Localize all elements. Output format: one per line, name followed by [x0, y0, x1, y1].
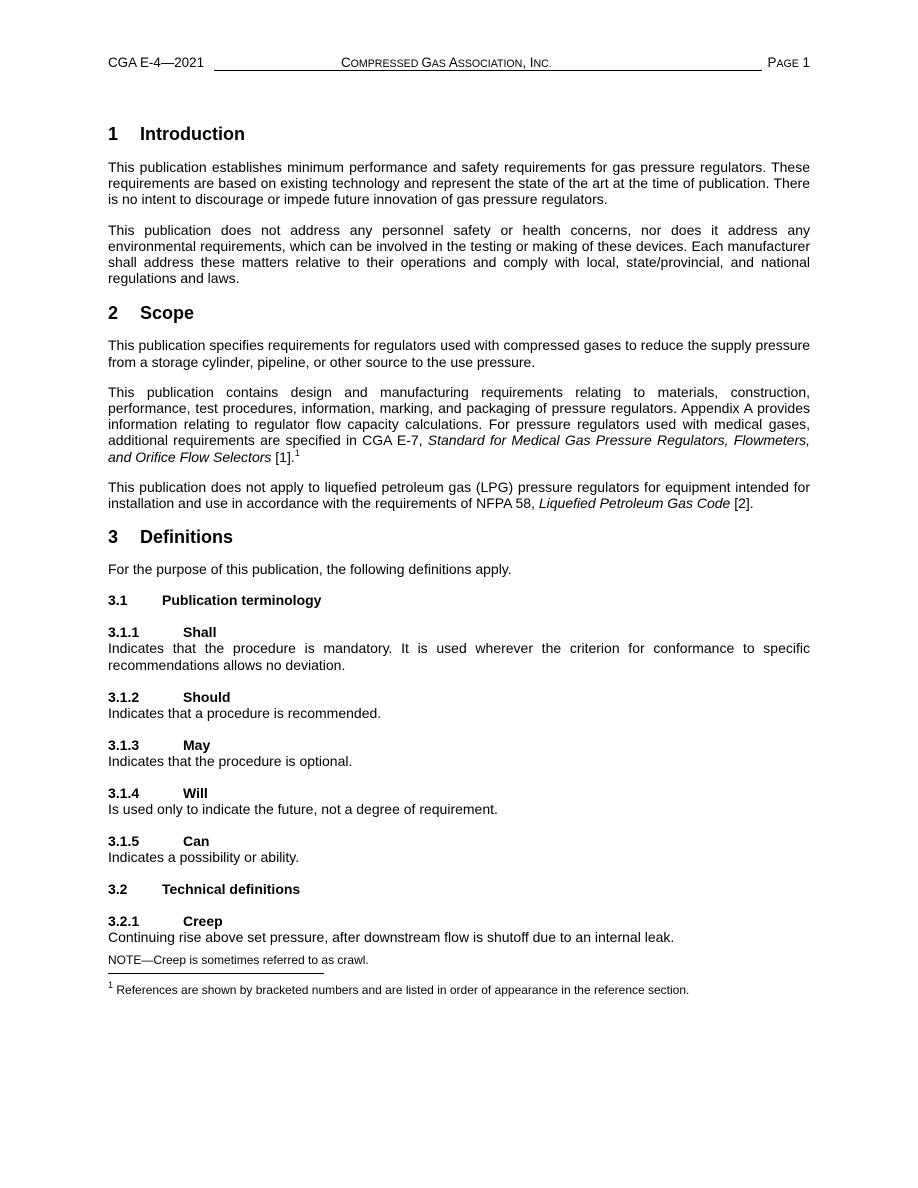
definition-text-can: Indicates a possibility or ability. [108, 849, 300, 866]
definition-heading-can: 3.1.5 Can [108, 833, 210, 850]
definition-text-should: Indicates that a procedure is recommended. [108, 704, 382, 721]
definition-text-may: Indicates that the procedure is optional. [108, 753, 353, 770]
intro-paragraph-1: This publication establishes minimum performance and safety requirements for gas pressure regulators. These requirements are based on existing technology and represent the state of the art at the time of publication. There is no intent to discourage or impede future innovation of gas pressure regulators. [108, 159, 810, 208]
definition-heading-will: 3.1.4 Will [108, 785, 208, 802]
header-page-number: PAGE 1 [767, 55, 810, 70]
header-organization: COMPRESSED GAS ASSOCIATION, INC. [341, 55, 552, 70]
section-heading-scope: 2 Scope [108, 303, 195, 324]
footnote: $^1$ References are shown by bracketed numbers and are listed in order of appearance in the reference section. [108, 979, 690, 997]
definition-heading-should: 3.1.2 Should [108, 688, 231, 705]
definition-heading-creep: 3.2.1 Creep [108, 912, 223, 929]
definition-text-will: Is used only to indicate the future, not a degree of requirement. [108, 801, 498, 818]
subsection-heading-technical-definitions: 3.2 Technical definitions [108, 880, 301, 897]
scope-paragraph-3: This publication does not apply to liquefied petroleum gas (LPG) pressure regulators for equipment intended for installation and use in accordance with the requirements of NFPA 58, Liquefied Petroleum Gas Code [2]. [108, 478, 810, 512]
footnote-mark: 1 [108, 979, 114, 990]
scope-paragraph-2: This publication contains design and manufacturing requirements relating to materials, construction, performance, test procedures, information, marking, and packaging of pressure regulators. Appendix A provides information relating to regulator flow capacity calculations. For pressure regulators used with medical gases, additional requirements are specified in CGA E-7, Standard for Medical Gas Pressure Regulators, Flowmeters, and Orifice Flow Selectors [1].$^1$ [108, 383, 810, 465]
scope-paragraph-1: This publication specifies requirements for regulators used with compressed gases to reduce the supply pressure from a storage cylinder, pipeline, or other source to the use pressure. [108, 337, 810, 370]
section-heading-definitions: 3 Definitions [108, 527, 233, 548]
creep-note: NOTE—Creep is sometimes referred to as crawl. [108, 952, 369, 967]
header-document-id: CGA E-4—2021 [108, 55, 205, 70]
definition-heading-may: 3.1.3 May [108, 737, 211, 754]
standard-title: Standard for Medical Gas Pressure Regulators, Flowmeters, and Orifice Flow Selectors [108, 432, 810, 465]
code-title: Liquefied Petroleum Gas Code [538, 495, 731, 512]
definition-heading-shall: 3.1.1 Shall [108, 624, 217, 641]
subsection-heading-publication-terminology: 3.1 Publication terminology [108, 592, 322, 609]
running-header [108, 54, 810, 72]
definition-text-creep: Continuing rise above set pressure, after downstream flow is shutoff due to an internal leak. [108, 928, 675, 945]
footnote-reference: 1 [294, 447, 300, 458]
definitions-intro: For the purpose of this publication, the following definitions apply. [108, 561, 512, 578]
intro-paragraph-2: This publication does not address any personnel safety or health concerns, nor does it address any environmental requirements, which can be involved in the testing or making of these devices. Each manufacturer shall address these matters relative to their operations and comply with local, state/provincial, and national regulations and laws. [108, 221, 810, 287]
section-heading-introduction: 1 Introduction [108, 124, 245, 144]
definition-text-shall: Indicates that the procedure is mandatory. It is used wherever the criterion for conformance to specific recommendations allows no deviation. [108, 640, 810, 673]
page-content [108, 122, 810, 998]
